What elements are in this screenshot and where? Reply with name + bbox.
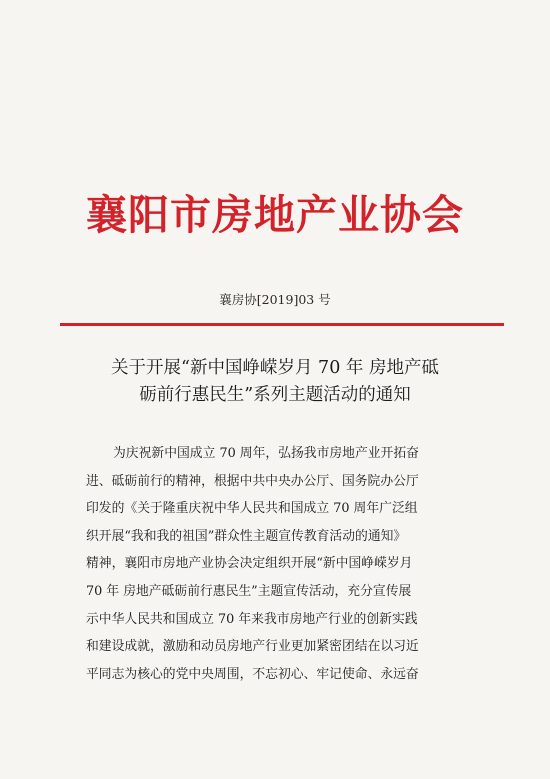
notice-title-line: 砺前行惠民生”系列主题活动的通知	[139, 385, 411, 405]
notice-title	[50, 355, 500, 409]
body-line: 印发的《关于隆重庆祝中华人民共和国成立 70 周年广泛组	[86, 501, 418, 517]
org-letterhead-title: 襄阳市房地产业协会	[86, 191, 464, 239]
document-number: 襄房协[2019]03 号	[219, 292, 331, 307]
body-line: 精神，襄阳市房地产业协会决定组织开展“新中国峥嵘岁月	[86, 556, 413, 572]
body-line: 平同志为核心的党中央周围，不忘初心、牢记使命、永远奋	[86, 666, 419, 682]
body-line: 为庆祝新中国成立 70 周年，弘扬我市房地产业开拓奋	[113, 446, 419, 461]
body-line: 和建设成就，激励和动员房地产行业更加紧密团结在以习近	[86, 639, 419, 655]
body-line: 织开展“我和我的祖国”群众性主题宣传教育活动的通知》	[86, 528, 407, 544]
body-line: 进、砥砺前行的精神，根据中共中央办公厅、国务院办公厅	[86, 473, 419, 489]
body-line: 70 年 房地产砥砺前行惠民生”主题宣传活动，充分宣传展	[86, 583, 412, 599]
body-paragraph	[86, 440, 506, 688]
letterhead-red-rule	[60, 323, 504, 326]
body-line: 示中华人民共和国成立 70 年来我市房地产行业的创新实践	[86, 611, 418, 627]
notice-title-line: 关于开展“新中国峥嵘岁月 70 年 房地产砥	[111, 358, 439, 378]
